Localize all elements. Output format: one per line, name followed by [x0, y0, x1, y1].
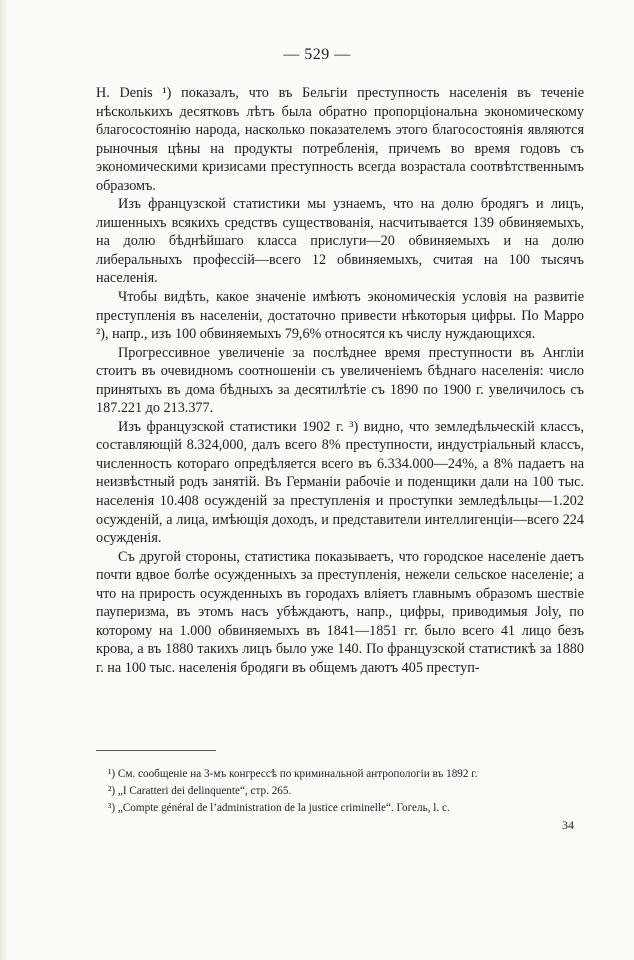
footnote-3: ³) „Compte général de l’administration de la justice criminelle“. Гогель, l. c. — [108, 802, 450, 814]
footnote-divider — [96, 750, 216, 751]
page-number: — 529 — — [283, 46, 351, 63]
footnote-2: ²) „I Caratteri dei delinquente“, стр. 265. — [108, 785, 292, 797]
body-text — [96, 84, 584, 678]
footnotes — [108, 766, 588, 817]
footnote-1: ¹) См. сообщеніе на 3-мъ конгрессѣ по криминальной антропологіи въ 1892 г. — [108, 768, 478, 780]
paragraph-2: Изъ французской статистики мы узнаемъ, что на долю бродягъ и лицъ, лишенныхъ всякихъ средствъ существованія, насчитывается 139 обвиняемыхъ, на долю бѣднѣйшаго класса прислуги—20 обвиняемыхъ и на долю либеральныхъ профессій—всего 12 обвиняемыхъ, считая на 100 тысячъ населенія. — [96, 196, 584, 287]
printer-signature-mark: 34 — [562, 818, 574, 832]
paragraph-1: Н. Denis ¹) показалъ, что въ Бельгіи преступность населенія въ теченіе нѣсколькихъ десятковъ лѣтъ была обратно пропорціональна экономическому благосостоянію народа, насколько показателемъ этого благосостоянія являются рыночныя цѣны на продукты потребленія, причемъ во время годовъ съ экономическими кризисами преступность всегда возрастала соотвѣтственнымъ образомъ. — [96, 85, 584, 194]
paragraph-5: Изъ французской статистики 1902 г. ³) видно, что земледѣльческій классъ, составляющій 8.324,000, далъ всего 8% преступности, индустріальный классъ, численность котораго опредѣляется всего въ 6.334.000—24%, а 8% падаетъ на неизвѣстный родъ занятій. Въ Германіи рабочіе и поденщики дали на 100 тыс. населенія 10.408 осужденій за преступленія и проступки земледѣльцы—1.202 осужденій, а лица, имѣющія доходъ, и представители интеллигенціи—всего 224 осужденія. — [96, 418, 584, 547]
paragraph-6: Съ другой стороны, статистика показываетъ, что городское населеніе даетъ почти вдвое болѣе осужденныхъ за преступленія, нежели сельское населеніе; а что на прирость осужденныхъ въ городахъ вліяетъ главнымъ образомъ шествіе пауперизма, въ этомъ насъ убѣждаютъ, напр., цифры, приводимыя Joly, по которому на 1.000 обвиняемыхъ въ 1841—1851 гг. было всего 41 лицо безъ крова, а въ 1880 такихъ лицъ было уже 140. По французской статистикѣ за 1880 г. на 100 тыс. населенія бродяги въ общемъ даютъ 405 преступ- — [96, 548, 584, 676]
scan-edge-shadow — [0, 0, 8, 960]
paragraph-3: Чтобы видѣть, какое значеніе имѣютъ экономическія условія на развитіе преступленія въ населеніи, достаточно привести нѣкоторыя цифры. По Марро ²), напр., изъ 100 обвиняемыхъ 79,6% относятся къ числу нуждающихся. — [96, 289, 584, 343]
paragraph-4: Прогрессивное увеличеніе за послѣднее время преступности въ Англіи стоитъ въ очевидномъ соотношеніи съ увеличеніемъ бѣднаго населенія: число принятыхъ въ дома бѣдныхъ за десятилѣтіе съ 1890 по 1900 г. увеличилось съ 187.221 до 213.377. — [96, 344, 584, 417]
